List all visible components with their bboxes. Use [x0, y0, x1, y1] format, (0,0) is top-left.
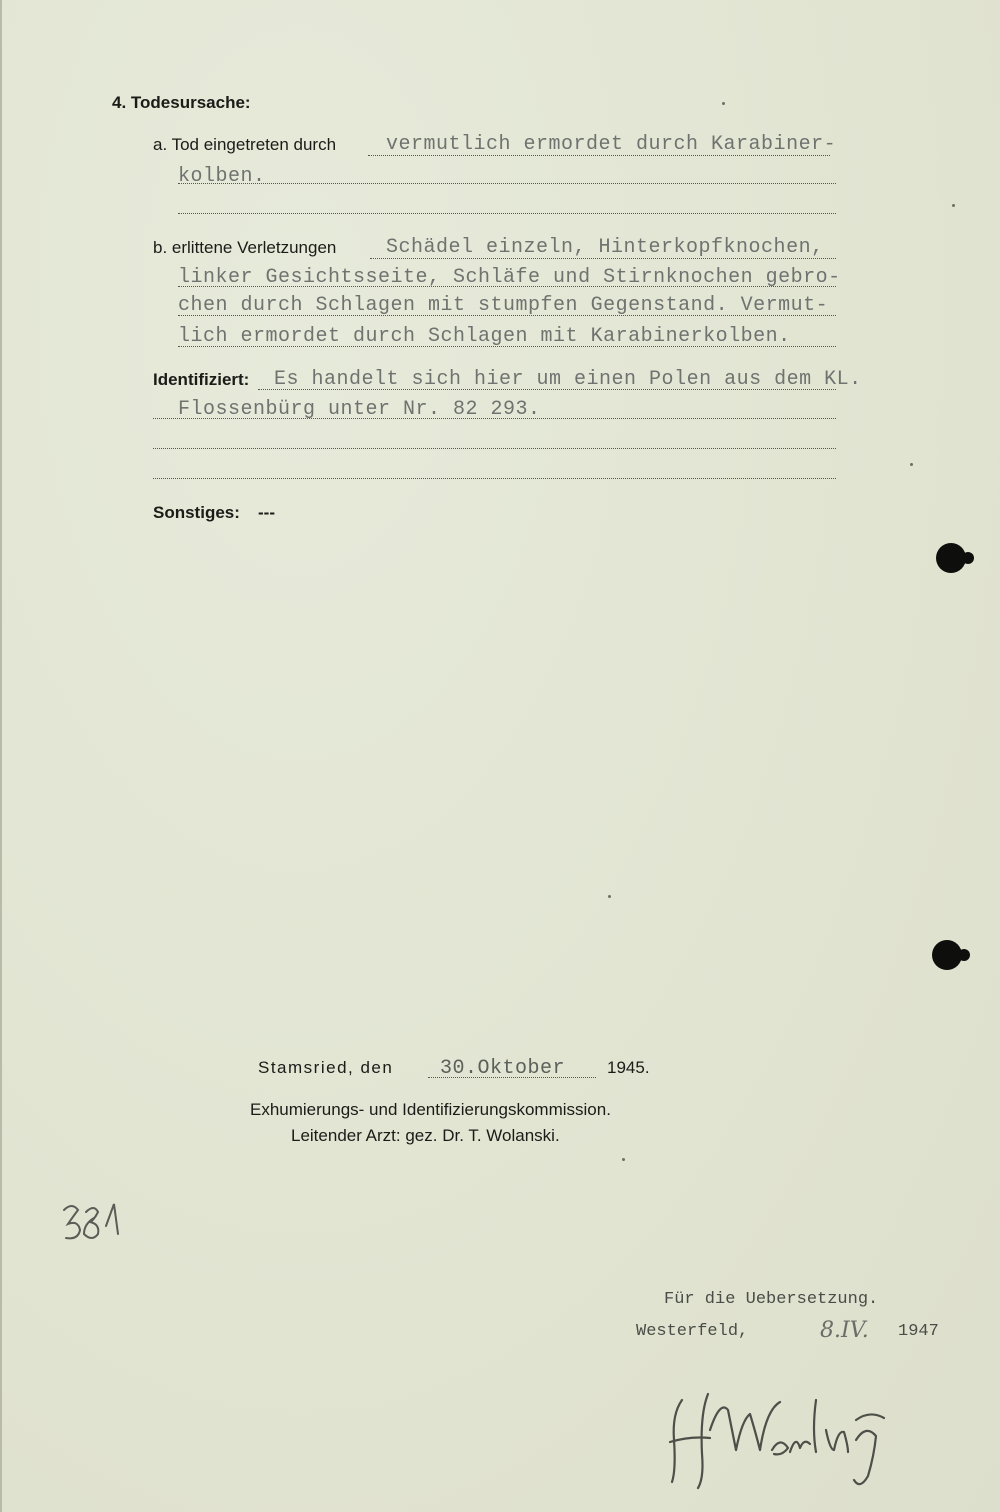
- injuries-line-4: lich ermordet durch Schlagen mit Karabinerkolben.: [178, 325, 791, 348]
- place-label: Stamsried, den: [258, 1058, 394, 1077]
- dotted-line: [153, 478, 836, 479]
- cause-of-death-label: a. Tod eingetreten durch: [153, 135, 337, 154]
- injuries-line-1: Schädel einzeln, Hinterkopfknochen,: [386, 236, 824, 259]
- punch-hole: [932, 940, 962, 970]
- paper-speck: [952, 204, 955, 207]
- other-label: Sonstiges:: [153, 503, 240, 522]
- lead-doctor: Leitender Arzt: gez. Dr. T. Wolanski.: [291, 1126, 560, 1145]
- other-value: ---: [258, 503, 275, 522]
- dotted-line: [178, 213, 836, 214]
- year: 1945.: [607, 1058, 650, 1077]
- dotted-line: [178, 315, 836, 316]
- paper-speck: [622, 1158, 625, 1161]
- punch-hole: [936, 543, 966, 573]
- injuries-line-3: chen durch Schlagen mit stumpfen Gegenstand. Vermut-: [178, 294, 829, 317]
- dotted-line: [370, 258, 836, 259]
- paper-speck: [910, 463, 913, 466]
- dotted-line: [178, 286, 836, 287]
- dotted-line: [258, 389, 836, 390]
- translation-note-year: 1947: [898, 1322, 939, 1341]
- injuries-line-2: linker Gesichtsseite, Schläfe und Stirnknochen gebro-: [178, 266, 841, 289]
- paper-speck: [608, 895, 611, 898]
- dotted-line: [368, 155, 830, 156]
- dotted-line: [428, 1077, 596, 1078]
- cause-of-death-line-1: vermutlich ermordet durch Karabiner-: [386, 133, 837, 156]
- translation-note-date-hand: 8.IV.: [820, 1318, 869, 1343]
- date-typed: 30.Oktober: [440, 1057, 566, 1080]
- translator-signature: [660, 1380, 910, 1490]
- margin-handwritten-note: [58, 1198, 128, 1248]
- identified-label: Identifiziert:: [153, 370, 250, 389]
- translation-note-line-1: Für die Uebersetzung.: [664, 1290, 879, 1309]
- commission-name: Exhumierungs- und Identifizierungskommission.: [250, 1100, 611, 1119]
- injuries-label: b. erlittene Verletzungen: [153, 238, 337, 257]
- dotted-line: [178, 183, 836, 184]
- page-edge: [0, 0, 2, 1512]
- translation-note-place: Westerfeld,: [636, 1322, 749, 1341]
- dotted-line: [178, 346, 836, 347]
- cause-of-death-line-2: kolben.: [178, 165, 266, 188]
- dotted-line: [153, 418, 836, 419]
- identified-line-2: Flossenbürg unter Nr. 82 293.: [178, 398, 541, 421]
- identified-line-1: Es handelt sich hier um einen Polen aus dem KL.: [274, 368, 862, 391]
- dotted-line: [153, 448, 836, 449]
- section-heading: 4. Todesursache:: [112, 93, 251, 112]
- paper-speck: [722, 102, 725, 105]
